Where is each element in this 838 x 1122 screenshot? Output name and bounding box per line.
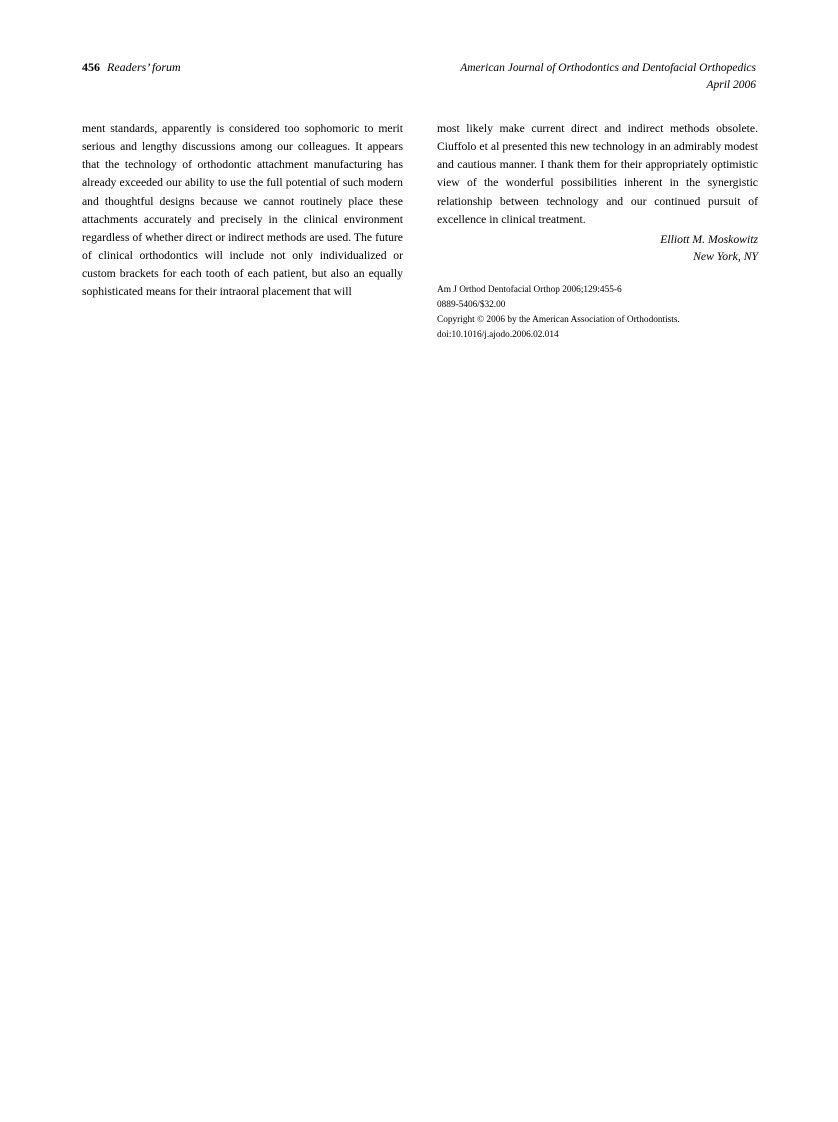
right-column bbox=[437, 120, 758, 343]
signature-name: Elliott M. Moskowitz bbox=[660, 232, 758, 246]
section-title: Readers’ forum bbox=[107, 60, 181, 74]
author-signature bbox=[437, 231, 758, 266]
right-column-paragraph: most likely make current direct and indirect methods obsolete. Ciuffolo et al presented this new technology in an admirably modest and cautious manner. I thank them for their appropriately optimistic view of the wonderful possibilities inherent in the synergistic relationship between technology and our continued pursuit of excellence in clinical treatment. bbox=[437, 122, 758, 226]
left-column-paragraph: ment standards, apparently is considered too sophomoric to merit serious and lengthy discussions among our colleagues. It appears that the technology of orthodontic attachment manufacturing has already exceeded our ability to use the full potential of such modern and thoughtful designs because we cannot routinely place these attachments accurately and precisely in the clinical environment regardless of whether direct or indirect methods are used. The future of clinical orthodontics will include not only individualized or custom brackets for each tooth of each patient, but also an equally sophisticated means for their intraoral placement that will bbox=[82, 122, 403, 299]
journal-issue-date: April 2006 bbox=[706, 78, 756, 91]
left-column bbox=[82, 120, 403, 343]
two-column-body bbox=[82, 120, 758, 343]
header-left bbox=[82, 60, 181, 75]
journal-title: American Journal of Orthodontics and Dentofacial Orthopedics bbox=[460, 62, 756, 74]
signature-location: New York, NY bbox=[693, 250, 758, 264]
footnote-block bbox=[437, 283, 758, 343]
footnote-citation: Am J Orthod Dentofacial Orthop 2006;129:455-6 bbox=[437, 284, 622, 295]
page-number: 456 bbox=[82, 60, 100, 74]
page-header bbox=[82, 60, 756, 93]
footnote-doi: doi:10.1016/j.ajodo.2006.02.014 bbox=[437, 329, 559, 340]
footnote-issn: 0889-5406/$32.00 bbox=[437, 299, 506, 310]
header-right bbox=[460, 60, 756, 93]
footnote-copyright: Copyright © 2006 by the American Association of Orthodontists. bbox=[437, 314, 680, 325]
